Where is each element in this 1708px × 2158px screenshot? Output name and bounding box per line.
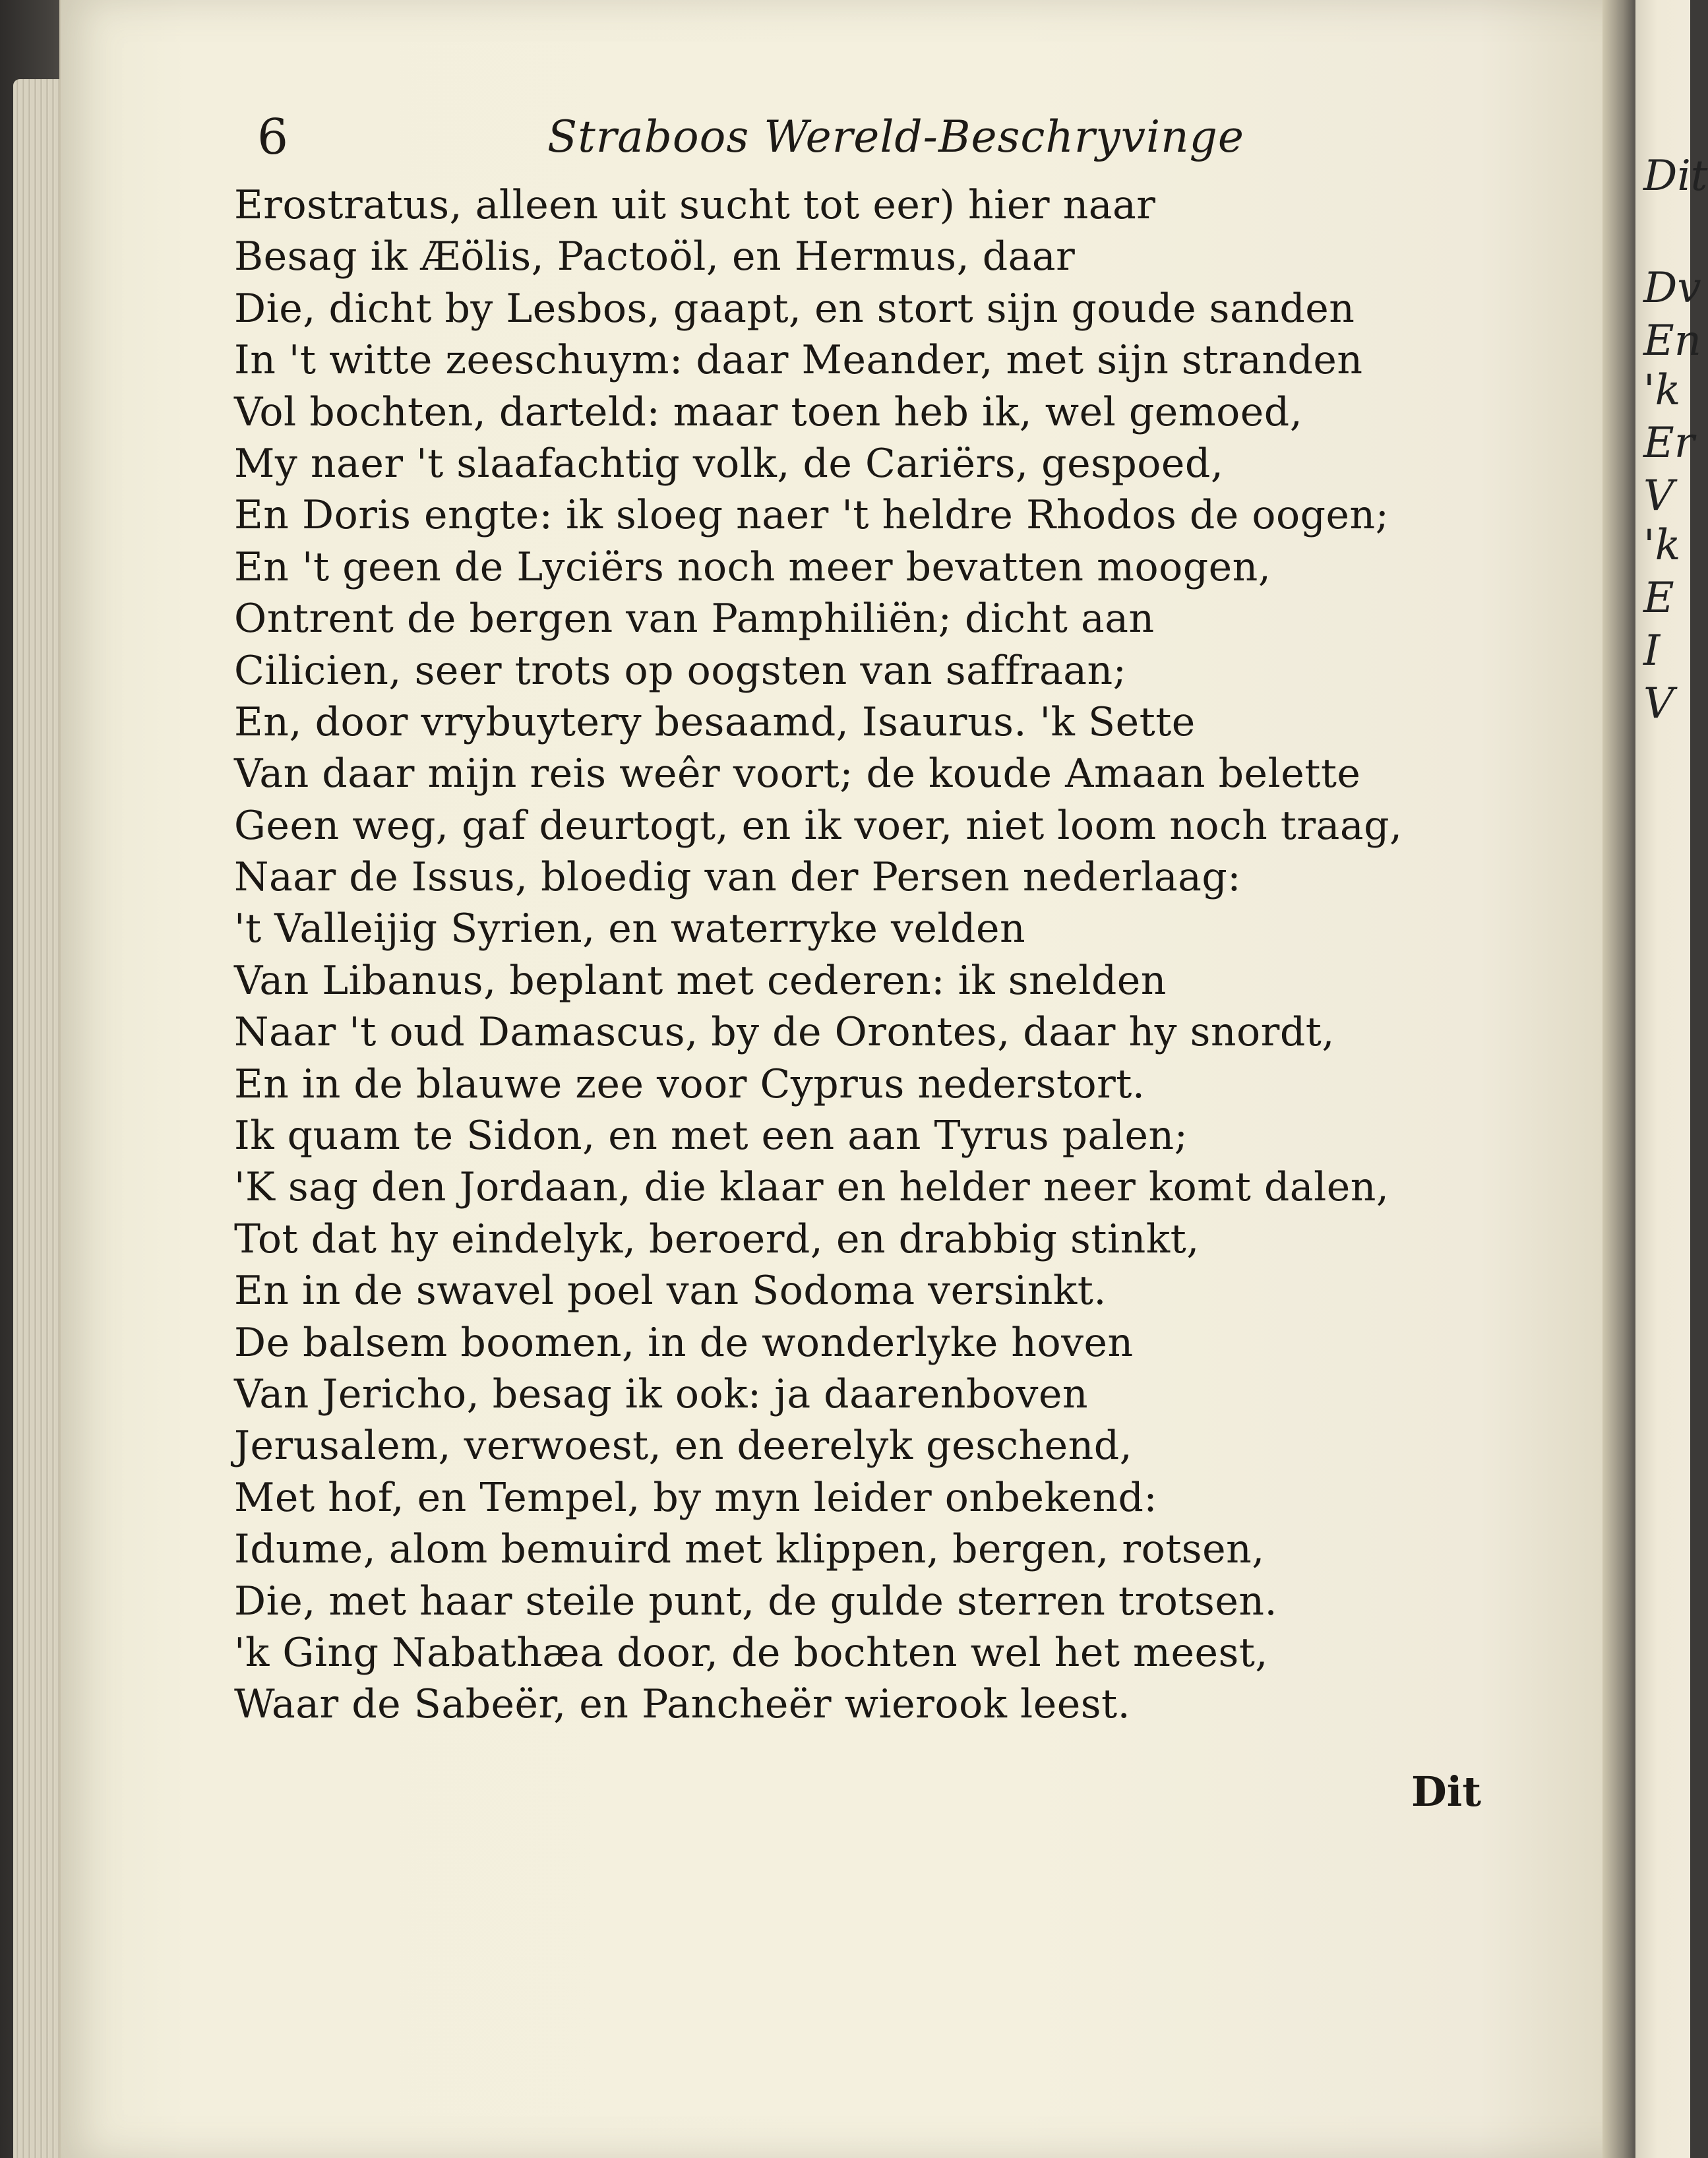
verse-line: Van daar mijn reis weêr voort; de koude Amaan belette — [234, 751, 1361, 797]
verse-line: Erostratus, alleen uit sucht tot eer) hier naar — [234, 182, 1156, 228]
verse-line: Waar de Sabeër, en Pancheër wierook leest. — [234, 1681, 1131, 1728]
verse-line: Van Jericho, besag ik ook: ja daarenboven — [234, 1371, 1089, 1417]
verse-line: Ontrent de bergen van Pamphiliën; dicht aan — [234, 596, 1155, 642]
facing-page-fragment: Er — [1643, 419, 1695, 468]
verse-block — [234, 179, 1487, 1731]
verse-line: Besag ik Æölis, Pactoöl, en Hermus, daar — [234, 233, 1076, 280]
catchword: Dit — [1411, 1768, 1481, 1816]
verse-line: Naar 't oud Damascus, by de Orontes, daar hy snordt, — [234, 1009, 1335, 1056]
verse-line: Vol bochten, darteld: maar toen heb ik, wel gemoed, — [234, 388, 1303, 435]
facing-page-fragment: 'k — [1643, 366, 1681, 415]
verse-line: Die, met haar steile punt, de gulde sterren trotsen. — [234, 1578, 1278, 1624]
verse-line: Idume, alom bemuird met klippen, bergen, rotsen, — [234, 1526, 1265, 1573]
facing-page-edge — [1635, 0, 1708, 2158]
verse-line: En 't geen de Lyciërs noch meer bevatten moogen, — [234, 543, 1271, 590]
verse-line: Van Libanus, beplant met cederen: ik snelden — [234, 957, 1167, 1004]
verse-line: En in de swavel poel van Sodoma versinkt. — [234, 1268, 1107, 1314]
verse-line: Tot dat hy eindelyk, beroerd, en drabbig stinkt, — [234, 1216, 1200, 1262]
facing-page-fragment: 'k — [1643, 521, 1681, 570]
verse-line: 'k Ging Nabathæa door, de bochten wel het meest, — [234, 1629, 1268, 1676]
facing-page-fragment: V — [1643, 679, 1674, 728]
verse-line: De balsem boomen, in de wonderlyke hoven — [234, 1319, 1134, 1366]
running-title: Straboos Wereld-Beschryvinge — [547, 111, 1244, 162]
page-number: 6 — [257, 109, 289, 166]
facing-page-fragment: Dv — [1643, 264, 1701, 313]
verse-line: Naar de Issus, bloedig van der Persen nederlaag: — [234, 854, 1241, 901]
verse-line: En, door vrybuytery besaamd, Isaurus. 'k Sette — [234, 698, 1196, 745]
facing-page-fragment: I — [1643, 627, 1661, 675]
verse-line: My naer 't slaafachtig volk, de Cariërs, gespoed, — [234, 440, 1224, 487]
verse-line: En in de blauwe zee voor Cyprus nederstort. — [234, 1061, 1145, 1107]
running-head — [257, 109, 1510, 168]
verse-line: En Doris engte: ik sloeg naer 't heldre Rhodos de oogen; — [234, 492, 1389, 539]
verse-line: Jerusalem, verwoest, en deerelyk geschend, — [234, 1423, 1133, 1469]
facing-page-fragment: V — [1643, 472, 1674, 520]
verse-line: Geen weg, gaf deurtogt, en ik voer, niet loom noch traag, — [234, 802, 1403, 849]
verse-line: Met hof, en Tempel, by myn leider onbekend: — [234, 1474, 1158, 1521]
facing-page-fragment: Dit — [1643, 152, 1708, 200]
verse-line: 't Valleijig Syrien, en waterryke velden — [234, 906, 1026, 952]
verse-line: Cilicien, seer trots op oogsten van saffraan; — [234, 647, 1127, 694]
verse-line: In 't witte zeeschuym: daar Meander, met sijn stranden — [234, 337, 1363, 384]
verse-line: 'K sag den Jordaan, die klaar en helder neer komt dalen, — [234, 1164, 1389, 1211]
verse-line: Die, dicht by Lesbos, gaapt, en stort sijn goude sanden — [234, 285, 1355, 332]
verse-line: Ik quam te Sidon, en met een aan Tyrus palen; — [234, 1113, 1188, 1159]
facing-page-fragment: En — [1643, 317, 1701, 365]
facing-page-fragment: E — [1643, 574, 1674, 623]
